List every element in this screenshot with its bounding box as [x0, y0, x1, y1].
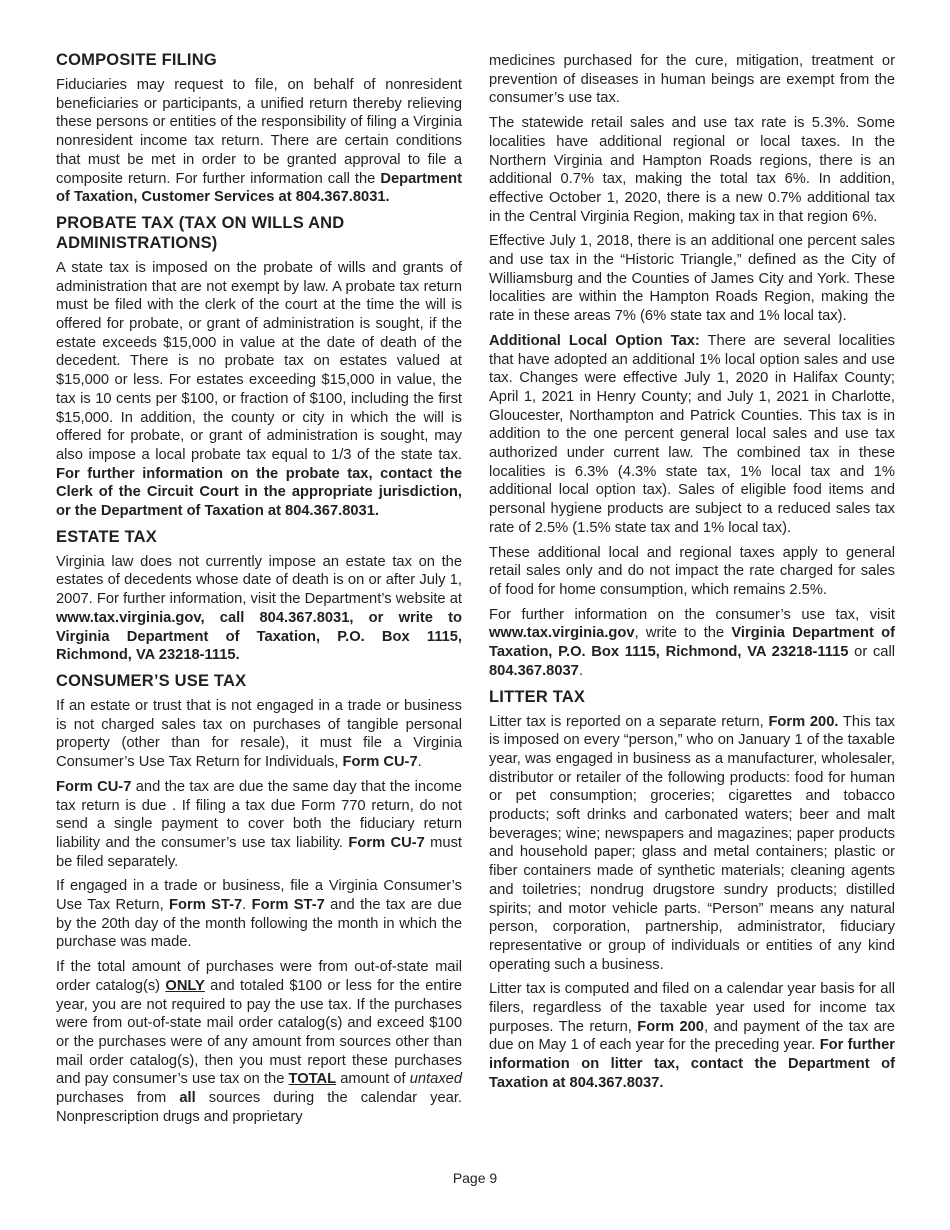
probate-tax-heading: PROBATE TAX (TAX ON WILLS AND ADMINISTRATIONS) [56, 213, 345, 252]
litter-tax-heading: LITTER TAX [489, 687, 586, 706]
litter-tax-section [489, 687, 895, 1093]
estate-tax-heading: ESTATE TAX [56, 527, 157, 546]
estate-tax-paragraph: Virginia law does not currently impose an estate tax on the estates of decedents whose date of death is on or after July 1, 2007. For further information, visit the Department’s website at www.tax.virginia.gov, call 804.367.8031, or write to Virginia Department of Taxation, P.O. Box 1115, Richmond, VA 23218-1115. [56, 553, 462, 664]
consumer-use-tax-paragraph-2: Form CU-7 and the tax are due the same day that the income tax return is due . If filing a tax due Form 770 return, do not send a single payment to cover both the fiduciary return liability and the consumer’s use tax liability. Form CU-7 must be filed separately. [56, 778, 462, 870]
use-tax-contact-paragraph: For further information on the consumer’s use tax, visit www.tax.virginia.gov, write to the Virginia Department of Taxation, P.O. Box 1115, Richmond, VA 23218-1115 or call 804.367.8037. [489, 606, 895, 679]
sales-tax-rate-paragraph: The statewide retail sales and use tax rate is 5.3%. Some localities have additional regional or local taxes. In the Northern Virginia and Hampton Roads regions, there is an additional 0.7% tax, making the total tax 6%. In addition, effective October 1, 2020, there is a new 0.7% additional tax in the Central Virginia Region, making tax in that region 6%. [489, 115, 895, 225]
consumer-use-tax-section [56, 671, 462, 1126]
consumer-use-tax-paragraph-1: If an estate or trust that is not engaged in a trade or business is not charged sales tax on purchases of tangible personal property (other than for resale), it must file a Virginia Consumer’s Use Tax Return for Individuals, Form CU-7. [56, 697, 462, 771]
composite-filing-section [56, 50, 462, 207]
right-column [489, 52, 895, 1099]
litter-tax-paragraph-1: Litter tax is reported on a separate return, Form 200. This tax is imposed on every “person,” who on January 1 of the taxable year, was engaged in business as a manufacturer, wholesaler, distributor or retailer of the following products: food for human or pet consumption; groceries; cigarettes and tobacco products; soft drinks and carbonated waters; beer and malt beverages; wine; newspapers and magazines; paper products and household paper; glass and metal containers; plastic or fiber containers made of synthetic materials; cleaning agents and toiletries; nondrug drugstore sundry products; distilled spirits; and motor vehicle parts. “Person” means any natural person, corporation, partnership, administrator, fiduciary representative or group of individuals or entities of any kind operating such a business. [489, 713, 895, 973]
consumer-use-tax-heading: CONSUMER’S USE TAX [56, 671, 247, 690]
consumer-use-tax-paragraph-3: If engaged in a trade or business, file a Virginia Consumer’s Use Tax Return, Form ST-7. Form ST-7 and the tax are due by the 20th day of the month following the month in which the purchase was made. [56, 878, 462, 951]
left-column [56, 50, 462, 1132]
historic-triangle-paragraph: Effective July 1, 2018, there is an additional one percent sales and use tax in the “Historic Triangle,” defined as the City of Williamsburg and the Counties of James City and York. These localities are within the Hampton Roads Region, making the rate in these areas 7% (6% state tax and 1% local tax). [489, 233, 895, 325]
use-tax-exemption-paragraph: medicines purchased for the cure, mitigation, treatment or prevention of diseases in human beings are exempt from the consumer’s use tax. [489, 53, 895, 107]
local-option-tax-paragraph: Additional Local Option Tax: There are several localities that have adopted an additional 1% local option sales and use tax. Changes were effective July 1, 2020 in Halifax County; April 1, 2021 in Henry County; and July 1, 2021 in Charlotte, Gloucester, Northampton and Patrick Counties. This tax is in addition to the one percent general local sales and use tax authorized under current law. The combined tax in these localities is 6.3% (4.3% state tax, 1% local tax and 1% additional local option tax). Sales of eligible food items and personal hygiene products are subject to a reduced sales tax rate of 2.5% (1.5% state tax and 1% local tax). [489, 332, 896, 536]
composite-filing-paragraph: Fiduciaries may request to file, on behalf of nonresident beneficiaries or participants, a unified return thereby relieving these persons or entities of the responsibility of filing a Virginia nonresident income tax return. There are certain conditions that must be met in order to be granted approval to file a composite return. For further information call the Department of Taxation, Customer Services at 804.367.8031. [56, 77, 462, 206]
consumer-use-tax-paragraph-4: If the total amount of purchases were from out-of-state mail order catalog(s) ONLY and totaled $100 or less for the entire year, you are not required to pay the use tax. If the purchases were from out-of-state mail order catalog(s) and exceed $100 or the purchases were of any amount from sources other than mail order catalog(s), then you must report these purchases and pay consumer’s use tax on the TOTAL amount of untaxed purchases from all sources during the calendar year. Nonprescription drugs and proprietary [56, 959, 463, 1125]
probate-tax-paragraph: A state tax is imposed on the probate of wills and grants of administration that are not exempt by law. A probate tax return must be filed with the clerk of the court at the time the will is offered for probate, or grant of administration is sought, if the estate exceeds $15,000 in value at the date of death of the decedent. There is no probate tax on estates valued at $15,000 or less. For estates exceeding $15,000 in value, the tax is 10 cents per $100, or fraction of $100, including the first $15,000. In addition, the county or city in which the will is offered for probate, or grant of administration is sought, may also impose a local probate tax equal to 1/3 of the state tax. For further information on the probate tax, contact the Clerk of the Circuit Court in the appropriate jurisdiction, or the Department of Taxation at 804.367.8031. [56, 259, 462, 520]
estate-tax-section [56, 527, 462, 665]
composite-filing-heading: COMPOSITE FILING [56, 51, 217, 69]
food-rate-paragraph: These additional local and regional taxes apply to general retail sales only and do not impact the rate charged for sales of food for home consumption, which remains 2.5%. [489, 544, 895, 598]
page-number: Page 9 [452, 1170, 498, 1186]
probate-tax-section [56, 213, 462, 521]
litter-tax-paragraph-2: Litter tax is computed and filed on a calendar year basis for all filers, regardless of the taxable year used for income tax purposes. The return, Form 200, and payment of the tax are due on May 1 of each year for the preceding year. For further information on litter tax, contact the Department of Taxation at 804.367.8037. [489, 981, 895, 1091]
